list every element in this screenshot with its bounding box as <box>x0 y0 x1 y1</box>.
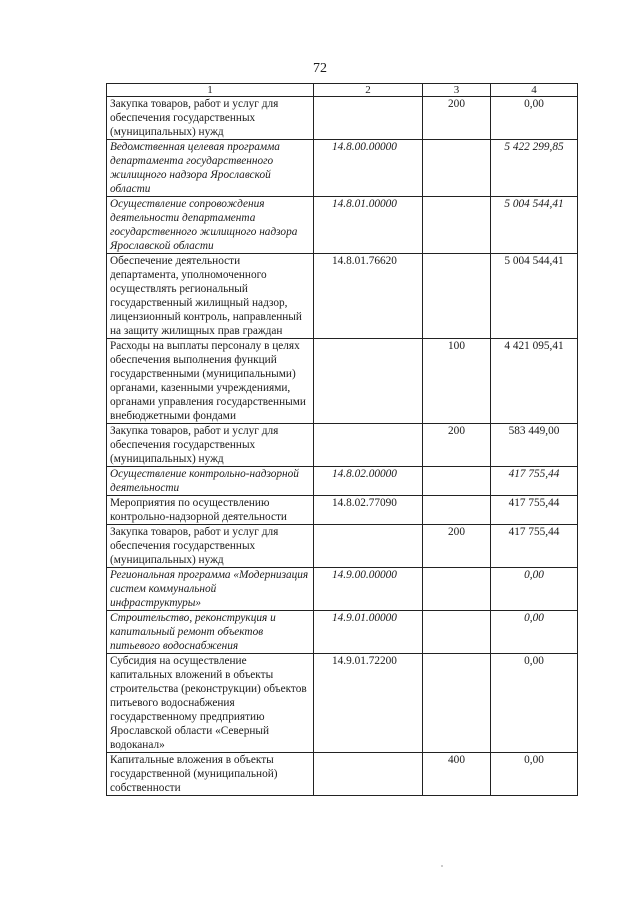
row-code-cell: 14.8.01.00000 <box>314 197 423 254</box>
row-name-cell: Мероприятия по осуществлению контрольно-надзорной деятельности <box>107 496 314 525</box>
row-name-cell: Капитальные вложения в объекты государственной (муниципальной) собственности <box>107 753 314 796</box>
table-row <box>107 654 578 753</box>
row-name-cell: Региональная программа «Модернизация систем коммунальной инфраструктуры» <box>107 568 314 611</box>
row-code-cell <box>314 97 423 140</box>
row-code-cell: 14.8.02.00000 <box>314 467 423 496</box>
row-expense-type-cell <box>423 254 491 339</box>
row-name-cell: Осуществление контрольно-надзорной деятельности <box>107 467 314 496</box>
row-expense-type-cell <box>423 197 491 254</box>
row-amount-cell: 417 755,44 <box>491 496 578 525</box>
row-expense-type-cell <box>423 140 491 197</box>
row-name-cell: Закупка товаров, работ и услуг для обеспечения государственных (муниципальных) нужд <box>107 525 314 568</box>
row-code-cell: 14.8.00.00000 <box>314 140 423 197</box>
row-code-cell: 14.8.01.76620 <box>314 254 423 339</box>
table-row <box>107 467 578 496</box>
table-row <box>107 568 578 611</box>
row-name-cell: Закупка товаров, работ и услуг для обеспечения государственных (муниципальных) нужд <box>107 97 314 140</box>
row-expense-type-cell <box>423 568 491 611</box>
table-row <box>107 496 578 525</box>
row-name-cell: Обеспечение деятельности департамента, уполномоченного осуществлять региональный государственный жилищный надзор, лицензионный контроль, направленный на защиту жилищных прав граждан <box>107 254 314 339</box>
scan-speck <box>441 865 443 867</box>
row-amount-cell: 5 004 544,41 <box>491 197 578 254</box>
row-amount-cell: 4 421 095,41 <box>491 339 578 424</box>
row-code-cell <box>314 525 423 568</box>
row-expense-type-cell <box>423 467 491 496</box>
row-name-cell: Расходы на выплаты персоналу в целях обеспечения выполнения функций государственными (муниципальными) органами, казенными учреждениями, органами управления государственными внебюджетными фондами <box>107 339 314 424</box>
table-row <box>107 197 578 254</box>
row-name-cell: Строительство, реконструкция и капитальный ремонт объектов питьевого водоснабжения <box>107 611 314 654</box>
row-amount-cell: 583 449,00 <box>491 424 578 467</box>
row-expense-type-cell: 200 <box>423 424 491 467</box>
page-number: 72 <box>313 61 327 76</box>
row-code-cell: 14.9.00.00000 <box>314 568 423 611</box>
row-amount-cell: 0,00 <box>491 753 578 796</box>
row-code-cell <box>314 339 423 424</box>
row-amount-cell: 5 004 544,41 <box>491 254 578 339</box>
row-expense-type-cell: 400 <box>423 753 491 796</box>
row-amount-cell: 417 755,44 <box>491 467 578 496</box>
row-expense-type-cell: 200 <box>423 97 491 140</box>
table-row <box>107 525 578 568</box>
column-header: 2 <box>314 84 423 97</box>
column-header: 4 <box>491 84 578 97</box>
table-row <box>107 254 578 339</box>
row-amount-cell: 5 422 299,85 <box>491 140 578 197</box>
row-name-cell: Ведомственная целевая программа департамента государственного жилищного надзора Ярославской области <box>107 140 314 197</box>
table-row <box>107 611 578 654</box>
row-amount-cell: 417 755,44 <box>491 525 578 568</box>
row-code-cell <box>314 424 423 467</box>
column-header: 3 <box>423 84 491 97</box>
row-expense-type-cell <box>423 496 491 525</box>
row-expense-type-cell: 200 <box>423 525 491 568</box>
row-code-cell: 14.9.01.00000 <box>314 611 423 654</box>
row-name-cell: Субсидия на осуществление капитальных вложений в объекты строительства (реконструкции) объектов питьевого водоснабжения государственному предприятию Ярославской области «Северный водоканал» <box>107 654 314 753</box>
table-header-row <box>107 84 578 97</box>
budget-table <box>106 83 578 796</box>
row-code-cell: 14.9.01.72200 <box>314 654 423 753</box>
row-amount-cell: 0,00 <box>491 568 578 611</box>
table-row <box>107 753 578 796</box>
row-expense-type-cell <box>423 611 491 654</box>
row-expense-type-cell <box>423 654 491 753</box>
row-name-cell: Закупка товаров, работ и услуг для обеспечения государственных (муниципальных) нужд <box>107 424 314 467</box>
row-amount-cell: 0,00 <box>491 611 578 654</box>
table-row <box>107 424 578 467</box>
row-code-cell <box>314 753 423 796</box>
table-row <box>107 97 578 140</box>
row-name-cell: Осуществление сопровождения деятельности департамента государственного жилищного надзора Ярославской области <box>107 197 314 254</box>
row-expense-type-cell: 100 <box>423 339 491 424</box>
row-code-cell: 14.8.02.77090 <box>314 496 423 525</box>
row-amount-cell: 0,00 <box>491 97 578 140</box>
table-row <box>107 339 578 424</box>
column-header: 1 <box>107 84 314 97</box>
table-row <box>107 140 578 197</box>
row-amount-cell: 0,00 <box>491 654 578 753</box>
